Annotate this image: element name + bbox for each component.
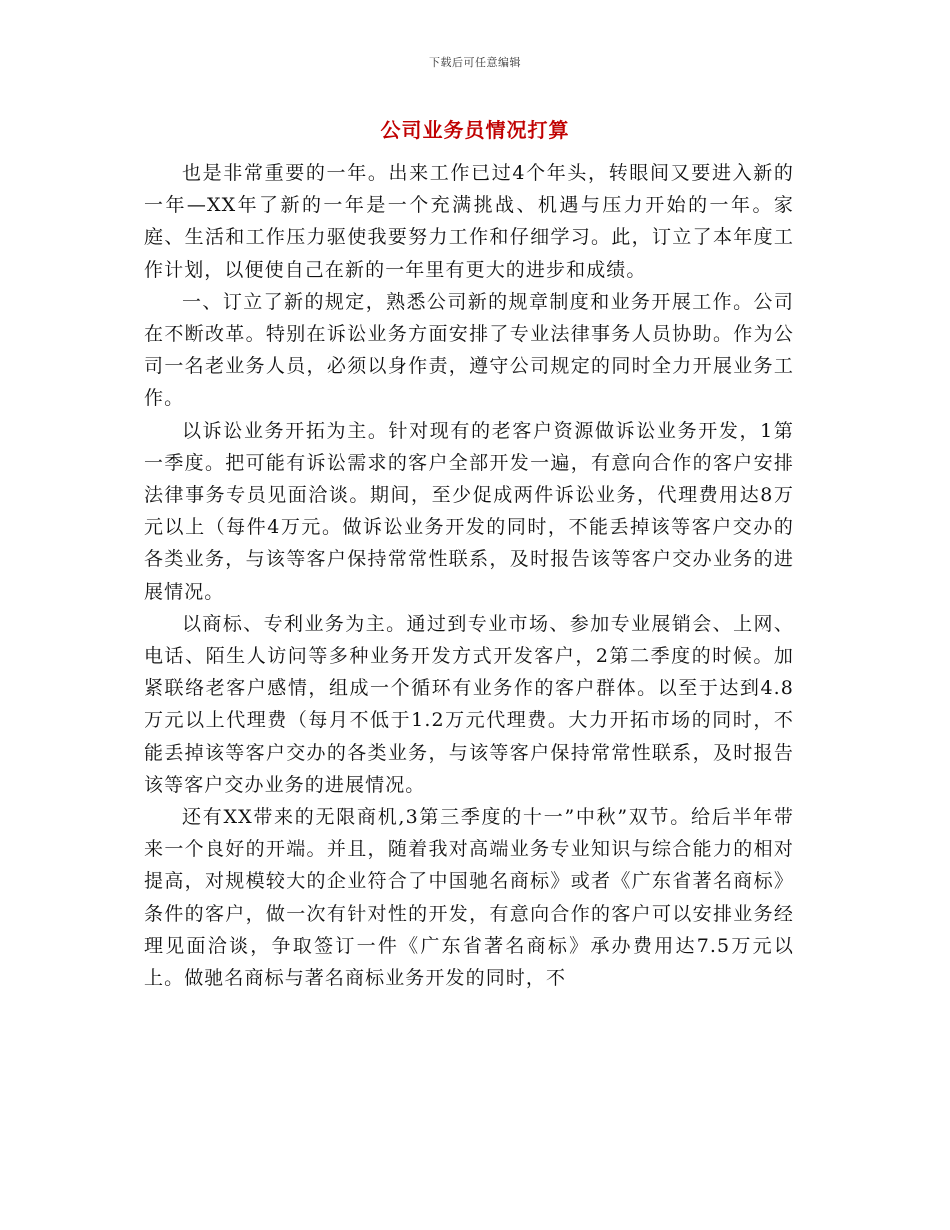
header-note: 下载后可任意编辑 [429,56,521,69]
document-title: 公司业务员情况打算 [380,118,570,142]
paragraph-3: 以诉讼业务开拓为主。针对现有的老客户资源做诉讼业务开发，1第一季度。把可能有诉讼需求的客户全部开发一遍，有意向合作的客户安排法律事务专员见面洽谈。期间，至少促成两件诉讼业务，代理费用达8万元以上（每件4万元。做诉讼业务开发的同时，不能丢掉该等客户交办的各类业务，与该等客户保持常常性联系，及时报告该等客户交办业务的进展情况。 [144,419,794,603]
paragraph-1: 也是非常重要的一年。出来工作已过4个年头，转眼间又要进入新的一年—XX年了新的一年是一个充满挑战、机遇与压力开始的一年。家庭、生活和工作压力驱使我要努力工作和仔细学习。此，订立了本年度工作计划，以便使自己在新的一年里有更大的进步和成绩。 [144,162,794,281]
document-body [144,157,794,994]
paragraph-2: 一、订立了新的规定，熟悉公司新的规章制度和业务开展工作。公司在不断改革。特别在诉讼业务方面安排了专业法律事务人员协助。作为公司一名老业务人员，必须以身作责，遵守公司规定的同时全力开展业务工作。 [144,290,794,410]
paragraph-4: 以商标、专利业务为主。通过到专业市场、参加专业展销会、上网、电话、陌生人访问等多种业务开发方式开发客户，2第二季度的时候。加紧联络老客户感情，组成一个循环有业务作的客户群体。以至于达到4.8万元以上代理费（每月不低于1.2万元代理费。大力开拓市场的同时，不能丢掉该等客户交办的各类业务，与该等客户保持常常性联系，及时报告该等客户交办业务的进展情况。 [144,612,794,796]
paragraph-5: 还有XX带来的无限商机,3第三季度的十一”中秋”双节。给后半年带来一个良好的开端。并且，随着我对高端业务专业知识与综合能力的相对提高，对规模较大的企业符合了中国驰名商标》或者《广东省著名商标》条件的客户，做一次有针对性的开发，有意向合作的客户可以安排业务经理见面洽谈，争取签订一件《广东省著名商标》承办费用达7.5万元以上。做驰名商标与著名商标业务开发的同时，不 [144,806,794,990]
